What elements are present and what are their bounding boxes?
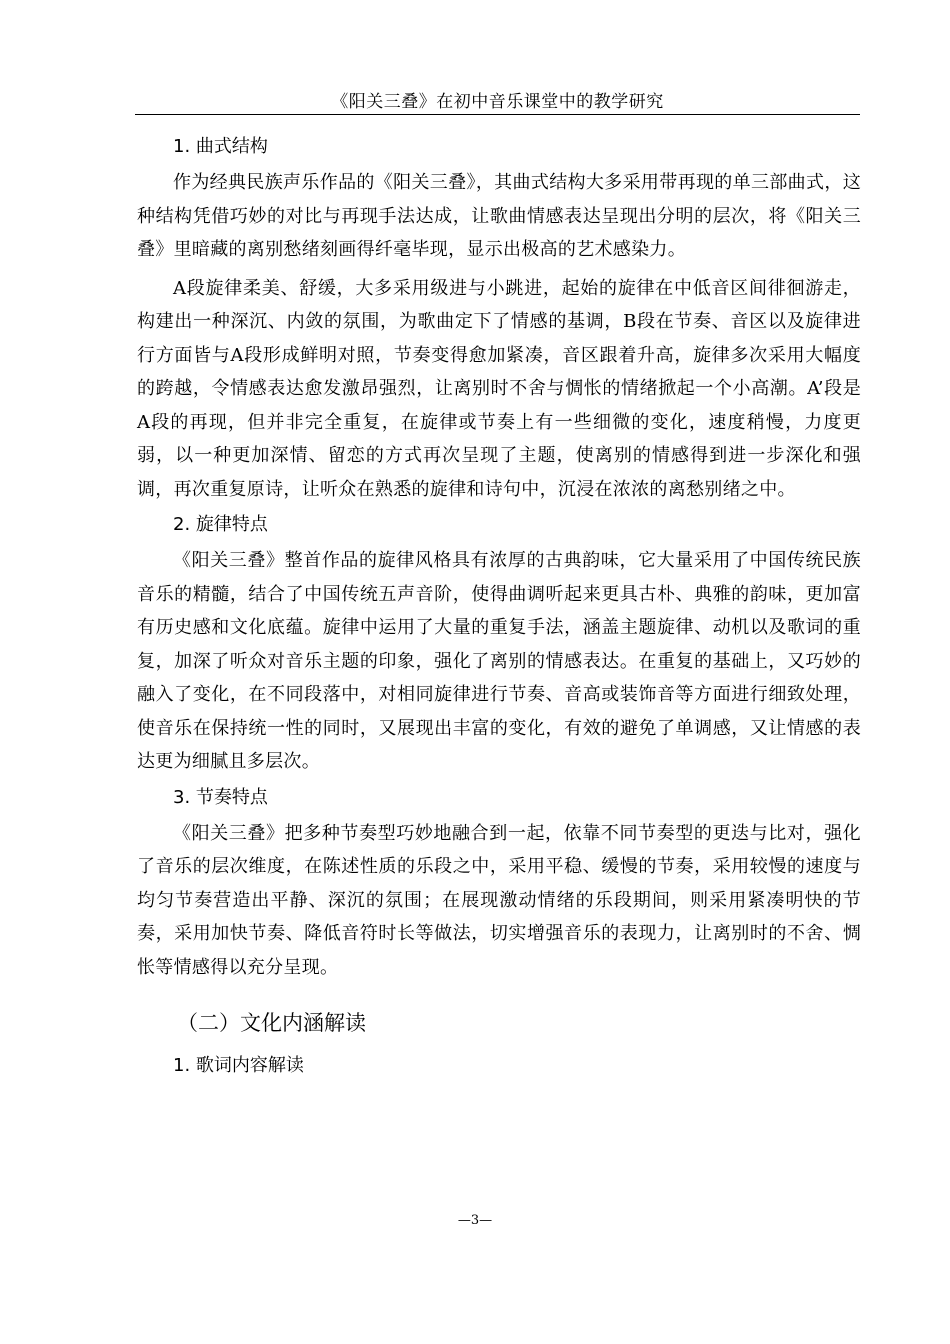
paragraph-form-intro: 作为经典民族声乐作品的《阳关三叠》，其曲式结构大多采用带再现的单三部曲式，这种结构凭借巧妙的对比与再现手法达成，让歌曲情感表达呈现出分明的层次，将《阳关三叠》里暗藏的离别愁绪刻画得纤毫毕现，显示出极高的艺术感染力。 — [137, 172, 861, 260]
running-header: 《阳关三叠》在初中音乐课堂中的教学研究 — [135, 90, 860, 115]
paragraph-form-sections: A段旋律柔美、舒缓，大多采用级进与小跳进，起始的旋律在中低音区间徘徊游走，构建出一种深沉、内敛的氛围，为歌曲定下了情感的基调，B段在节奏、音区以及旋律进行方面皆与A段形成鲜明对照，节奏变得愈加紧凑，音区跟着升高，旋律多次采用大幅度的跨越，令情感表达愈发激昂强烈，让离别时不舍与惆怅的情绪掀起一个小高潮。A’段是A段的再现，但并非完全重复，在旋律或节奏上有一些细微的变化，速度稍慢，力度更弱，以一种更加深情、留恋的方式再次呈现了主题，使离别的情感得到进一步深化和强调，再次重复原诗，让听众在熟悉的旋律和诗句中，沉浸在浓浓的离愁别绪之中。 — [137, 277, 861, 500]
heading-lyrics-interpretation: 1. 歌词内容解读 — [173, 1055, 304, 1076]
section-heading-cultural-connotation: （二）文化内涵解读 — [177, 1011, 366, 1035]
paragraph-melody: 《阳关三叠》整首作品的旋律风格具有浓厚的古典韵味，它大量采用了中国传统民族音乐的精髓，结合了中国传统五声音阶，使得曲调听起来更具古朴、典雅的韵味，更加富有历史感和文化底蕴。旋律中运用了大量的重复手法，涵盖主题旋律、动机以及歌词的重复，加深了听众对音乐主题的印象，强化了离别的情感表达。在重复的基础上，又巧妙的融入了变化，在不同段落中，对相同旋律进行节奏、音高或装饰音等方面进行细致处理，使音乐在保持统一性的同时，又展现出丰富的变化，有效的避免了单调感，又让情感的表达更为细腻且多层次。 — [137, 550, 861, 772]
paragraph-rhythm: 《阳关三叠》把多种节奏型巧妙地融合到一起，依靠不同节奏型的更迭与比对，强化了音乐的层次维度，在陈述性质的乐段之中，采用平稳、缓慢的节奏，采用较慢的速度与均匀节奏营造出平静、深沉的氛围；在展现激动情绪的乐段期间，则采用紧凑明快的节奏，采用加快节奏、降低音符时长等做法，切实增强音乐的表现力，让离别时的不舍、惆怅等情感得以充分呈现。 — [137, 822, 861, 978]
heading-form-structure: 1. 曲式结构 — [173, 136, 268, 157]
heading-melody-features: 2. 旋律特点 — [173, 514, 268, 535]
page-body — [137, 133, 861, 1085]
page-number: —3— — [457, 1213, 493, 1228]
heading-rhythm-features: 3. 节奏特点 — [173, 786, 268, 808]
